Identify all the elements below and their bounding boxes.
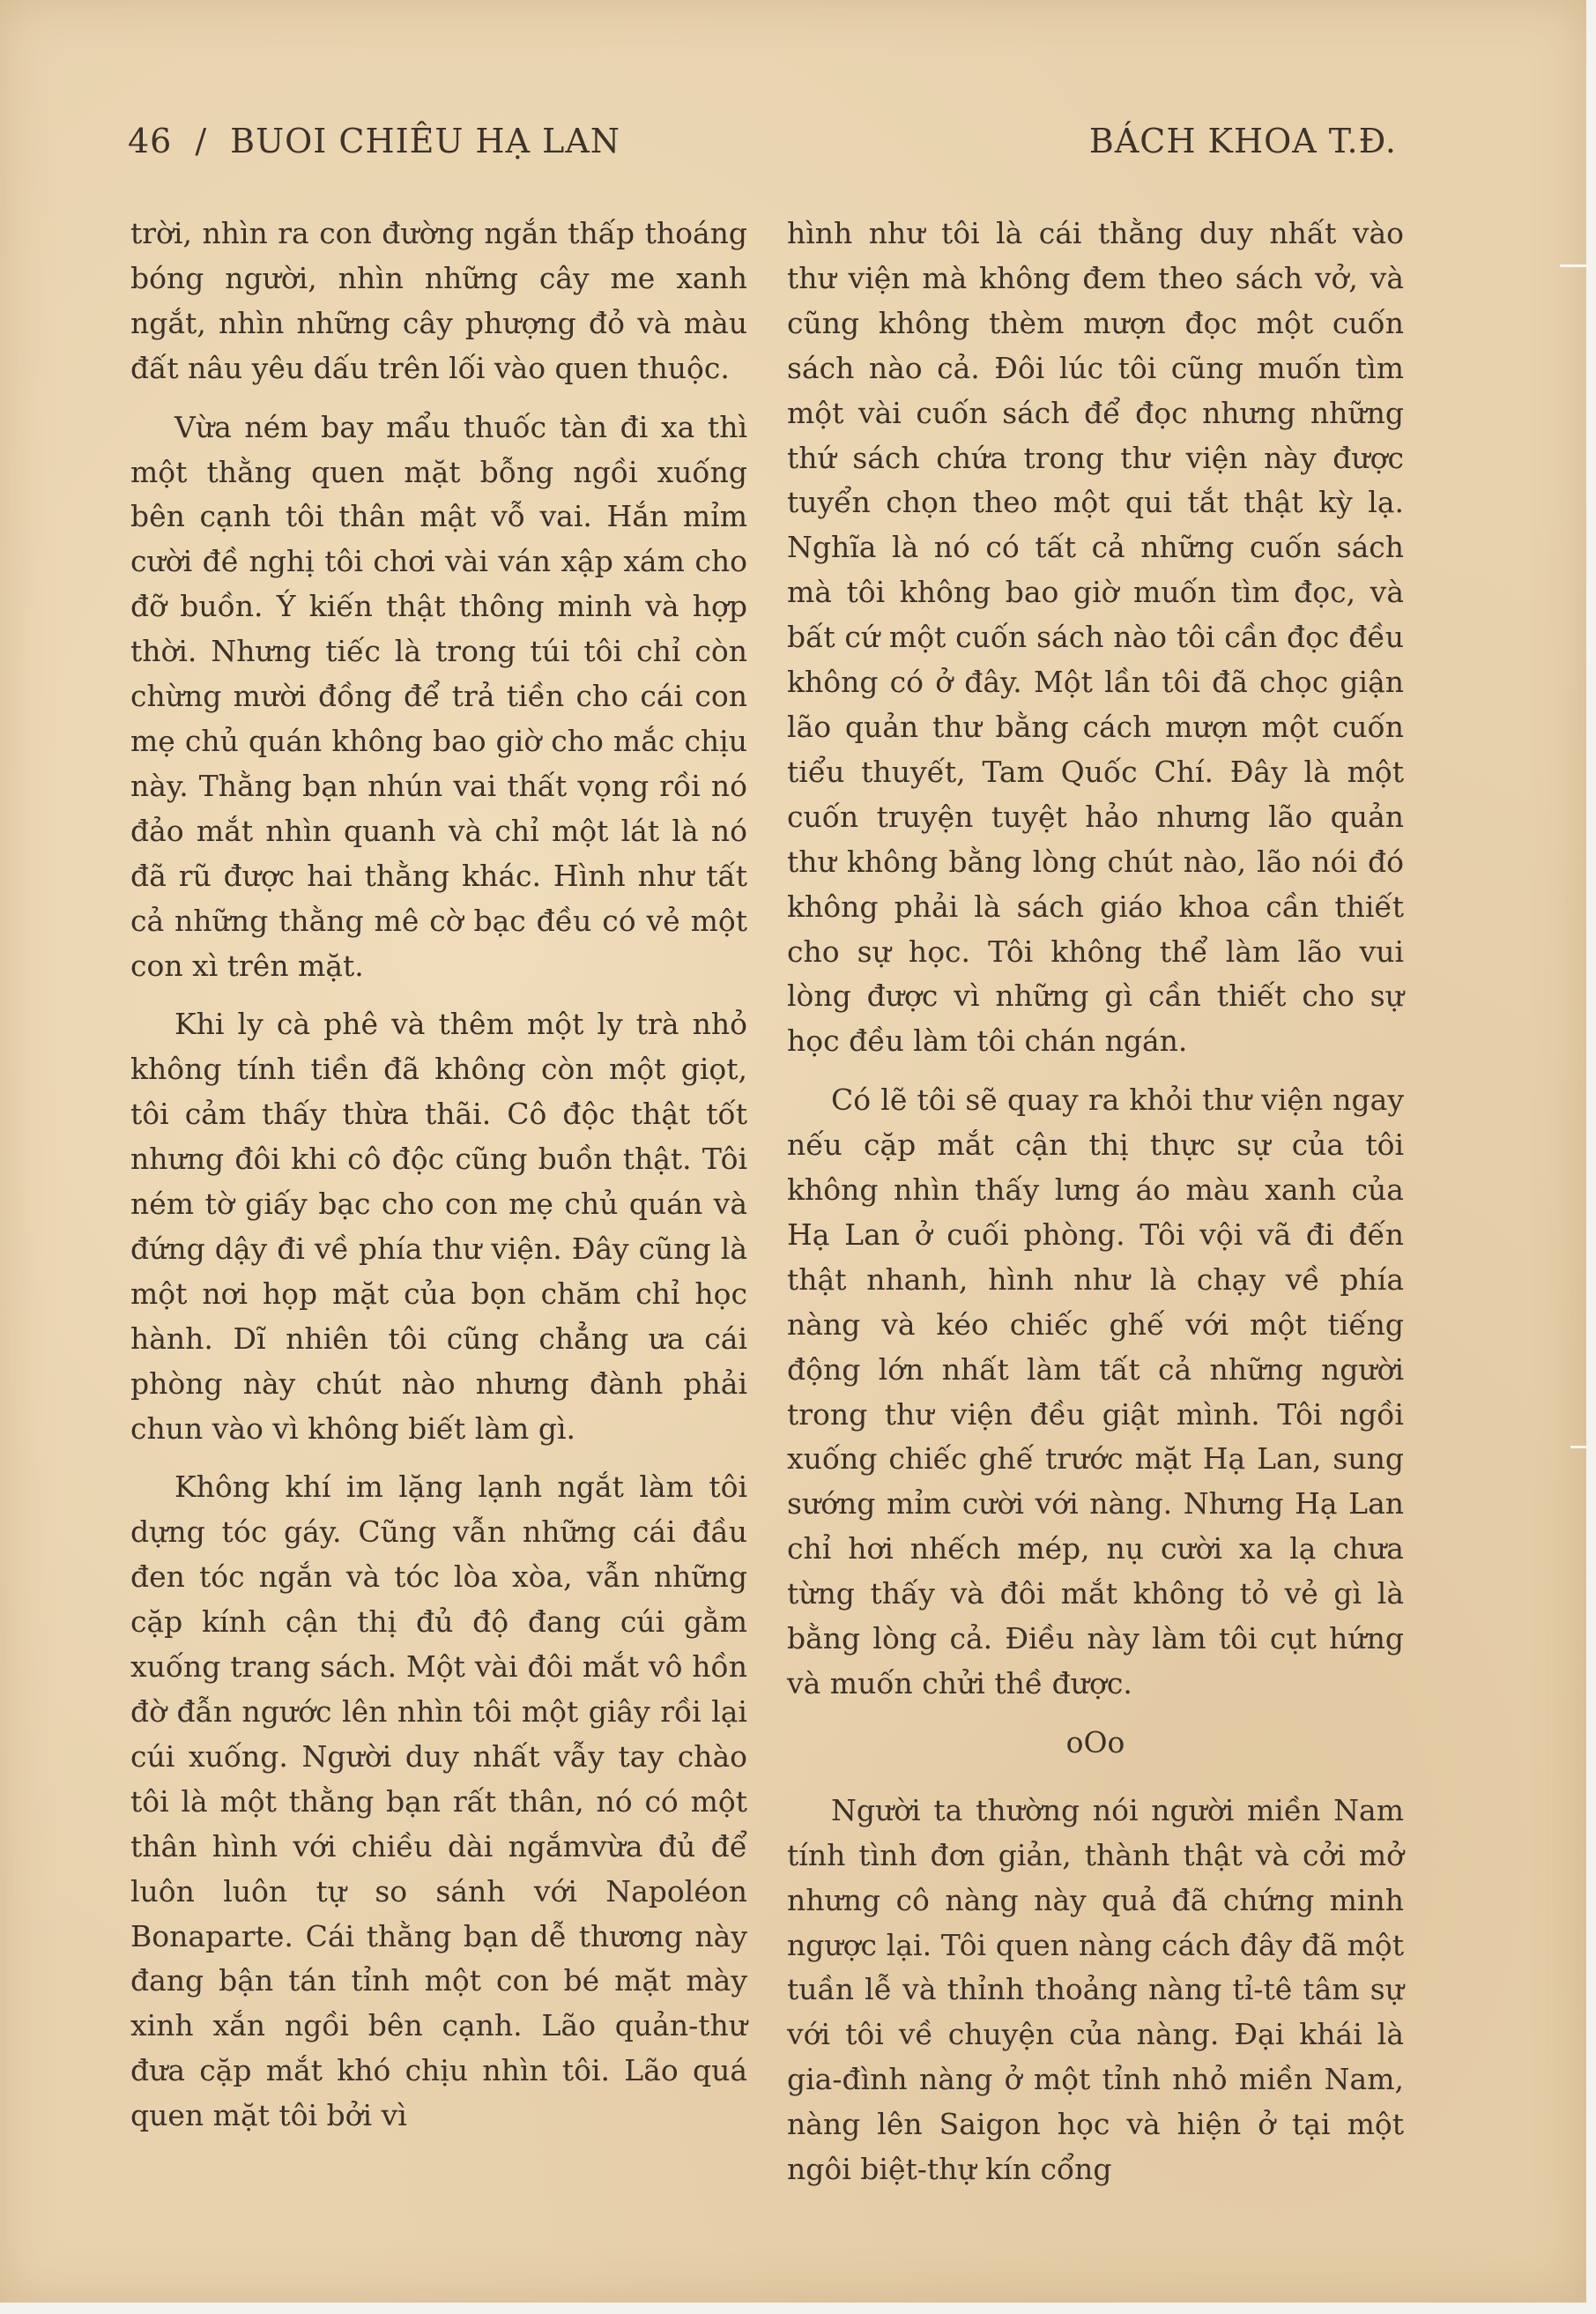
- running-header: [128, 122, 1397, 166]
- page-number: 46: [128, 122, 173, 160]
- section-divider: oOo: [1065, 1724, 1125, 1760]
- paragraph: trời, nhìn ra con đường ngắn thấp thoáng bóng người, nhìn những cây me xanh ngắt, nhìn những cây phượng đỏ và màu đất nâu yêu dấu trên lối vào quen thuộc.: [130, 216, 747, 385]
- right-column: [787, 212, 1404, 2206]
- paper-edge-mark: [1560, 264, 1586, 267]
- paragraph: Khi ly cà phê và thêm một ly trà nhỏ không tính tiền đã không còn một giọt, tôi cảm thấy thừa thãi. Cô độc thật tốt nhưng đôi khi cô độc cũng buồn thật. Tôi ném tờ giấy bạc cho con mẹ chủ quán và đứng dậy đi về phía thư viện. Đây cũng là một nơi họp mặt của bọn chăm chỉ học hành. Dĩ nhiên tôi cũng chẳng ưa cái phòng này chút nào nhưng đành phải chun vào vì không biết làm gì.: [130, 1007, 747, 1446]
- paper-edge-mark: [1570, 1446, 1586, 1448]
- left-column: [130, 212, 747, 2153]
- paragraph: Vừa ném bay mẩu thuốc tàn đi xa thì một thằng quen mặt bỗng ngồi xuống bên cạnh tôi thân mật vỗ vai. Hắn mỉm cười đề nghị tôi chơi vài ván xập xám cho đỡ buồn. Ý kiến thật thông minh và hợp thời. Nhưng tiếc là trong túi tôi chỉ còn chừng mười đồng để trả tiền cho cái con mẹ chủ quán không bao giờ cho mắc chịu này. Thằng bạn nhún vai thất vọng rồi nó đảo mắt nhìn quanh và chỉ một lát là nó đã rũ được hai thằng khác. Hình như tất cả những thằng mê cờ bạc đều có vẻ một con xì trên mặt.: [130, 409, 747, 983]
- paragraph: Có lẽ tôi sẽ quay ra khỏi thư viện ngay nếu cặp mắt cận thị thực sự của tôi không nhìn thấy lưng áo màu xanh của Hạ Lan ở cuối phòng. Tôi vội vã đi đến thật nhanh, hình như là chạy về phía nàng và kéo chiếc ghế với một tiếng động lớn nhất làm tất cả những người trong thư viện đều giật mình. Tôi ngồi xuống chiếc ghế trước mặt Hạ Lan, sung sướng mỉm cười với nàng. Nhưng Hạ Lan chỉ hơi nhếch mép, nụ cười xa lạ chưa từng thấy và đôi mắt không tỏ vẻ gì là bằng lòng cả. Điều này làm tôi cụt hứng và muốn chửi thề được.: [787, 1083, 1404, 1700]
- paragraph: Người ta thường nói người miền Nam tính tình đơn giản, thành thật và cởi mở nhưng cô nàng này quả đã chứng minh ngược lại. Tôi quen nàng cách đây đã một tuần lễ và thỉnh thoảng nàng tỉ-tê tâm sự với tôi về chuyện của nàng. Đại khái là gia-đình nàng ở một tỉnh nhỏ miền Nam, nàng lên Saigon học và hiện ở tại một ngôi biệt-thự kín cổng: [787, 1792, 1404, 2187]
- publication-name: BÁCH KHOA T.Đ.: [1088, 122, 1397, 160]
- story-title: BUOI CHIÊU HẠ LAN: [230, 122, 621, 160]
- header-separator: /: [195, 122, 208, 160]
- paragraph: Không khí im lặng lạnh ngắt làm tôi dựng tóc gáy. Cũng vẫn những cái đầu đen tóc ngắn và tóc lòa xòa, vẫn những cặp kính cận thị đủ độ đang cúi gằm xuống trang sách. Một vài đôi mắt vô hồn đờ đẫn ngước lên nhìn tôi một giây rồi lại cúi xuống. Người duy nhất vẫy tay chào tôi là một thằng bạn rất thân, nó có một thân hình với chiều dài ngắmvừa đủ để luôn luôn tự so sánh với Napoléon Bonaparte. Cái thằng bạn dễ thương này đang bận tán tỉnh một con bé mặt mày xinh xắn ngồi bên cạnh. Lão quản-thư đưa cặp mắt khó chịu nhìn tôi. Lão quá quen mặt tôi bởi vì: [130, 1470, 747, 2133]
- paragraph: hình như tôi là cái thằng duy nhất vào thư viện mà không đem theo sách vở, và cũng không thèm mượn đọc một cuốn sách nào cả. Đôi lúc tôi cũng muốn tìm một vài cuốn sách để đọc nhưng những thứ sách chứa trong thư viện này được tuyển chọn theo một qui tắt thật kỳ lạ. Nghĩa là nó có tất cả những cuốn sách mà tôi không bao giờ muốn tìm đọc, và bất cứ một cuốn sách nào tôi cần đọc đều không có ở đây. Một lần tôi đã chọc giận lão quản thư bằng cách mượn một cuốn tiểu thuyết, Tam Quốc Chí. Đây là một cuốn truyện tuyệt hảo nhưng lão quản thư không bằng lòng chút nào, lão nói đó không phải là sách giáo khoa cần thiết cho sự học. Tôi không thể làm lão vui lòng được vì những gì cần thiết cho sự học đều làm tôi chán ngán.: [787, 216, 1404, 1059]
- header-left: [128, 122, 620, 160]
